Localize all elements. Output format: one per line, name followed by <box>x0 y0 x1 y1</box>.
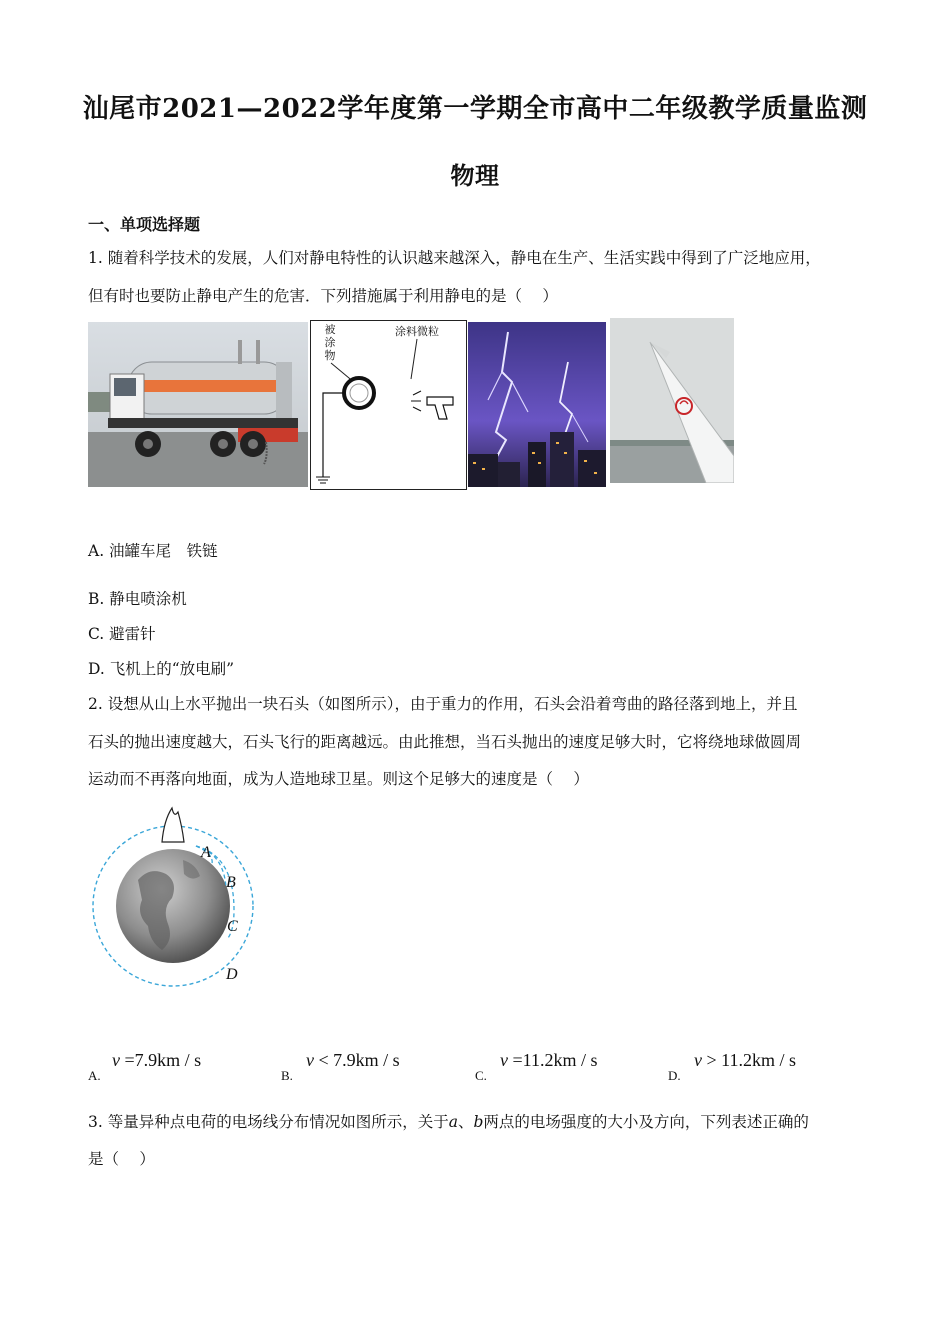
trajectory-label-b: B <box>226 874 236 891</box>
q1-option-b: B. 静电喷涂机 <box>88 590 187 608</box>
q2-text-line1: 2. 设想从山上水平抛出一块石头（如图所示），由于重力的作用，石头会沿着弯曲的路径落到地上，并且 <box>88 695 798 713</box>
q2-option-a-formula: v =7.9km / s <box>112 1050 202 1070</box>
q2-option-c-formula: v =11.2km / s <box>500 1050 598 1070</box>
q2-option-d-label: D. <box>668 1068 681 1083</box>
page-title: 汕尾市2021—2022学年度第一学期全市高中二年级教学质量监测 <box>82 94 868 124</box>
electrostatic-spray-diagram <box>310 320 467 490</box>
tanker-truck-image <box>88 322 308 487</box>
q2-text-line3: 运动而不再落向地面，成为人造地球卫星。则这个足够大的速度是（ ） <box>88 770 589 788</box>
lightning-city-image <box>468 322 606 487</box>
q2-option-c-label: C. <box>475 1068 487 1083</box>
q3-text-line2: 是（ ） <box>88 1150 155 1168</box>
coated-object-label: 被 涂 物 <box>324 323 336 362</box>
q2-option-a-label: A. <box>88 1068 101 1083</box>
q1-text-line1: 1. 随着科学技术的发展，人们对静电特性的认识越来越深入，静电在生产、生活实践中得到了广泛地应用， <box>88 249 821 267</box>
q2-option-b-formula: v < 7.9km / s <box>306 1050 400 1070</box>
airplane-wing-image <box>610 318 734 483</box>
subject-title: 物理 <box>450 161 500 190</box>
q2-option-d-formula: v > 11.2km / s <box>694 1050 796 1070</box>
q2-text-line2: 石头的抛出速度越大，石头飞行的距离越远。由此推想，当石头抛出的速度足够大时，它将绕地球做圆周 <box>88 733 802 751</box>
trajectory-label-d: D <box>226 966 238 983</box>
trajectory-label-a: A <box>201 844 211 861</box>
q1-option-c: C. 避雷针 <box>88 625 156 643</box>
q1-option-a: A. 油罐车尾 铁链 <box>88 542 218 560</box>
trajectory-label-c: C <box>227 918 238 935</box>
q1-option-d: D. 飞机上的“放电刷” <box>88 660 235 678</box>
earth-orbit-figure <box>88 800 268 995</box>
q3-text-line1: 3. 等量异种点电荷的电场线分布情况如图所示，关于a、b两点的电场强度的大小及方向，下列表述正确的 <box>88 1113 809 1131</box>
paint-particles-label: 涂料微粒 <box>395 325 439 338</box>
q2-option-b-label: B. <box>281 1068 293 1083</box>
section-heading: 一、单项选择题 <box>88 215 201 234</box>
q1-text-line2: 但有时也要防止静电产生的危害．下列措施属于利用静电的是（ ） <box>88 287 558 305</box>
